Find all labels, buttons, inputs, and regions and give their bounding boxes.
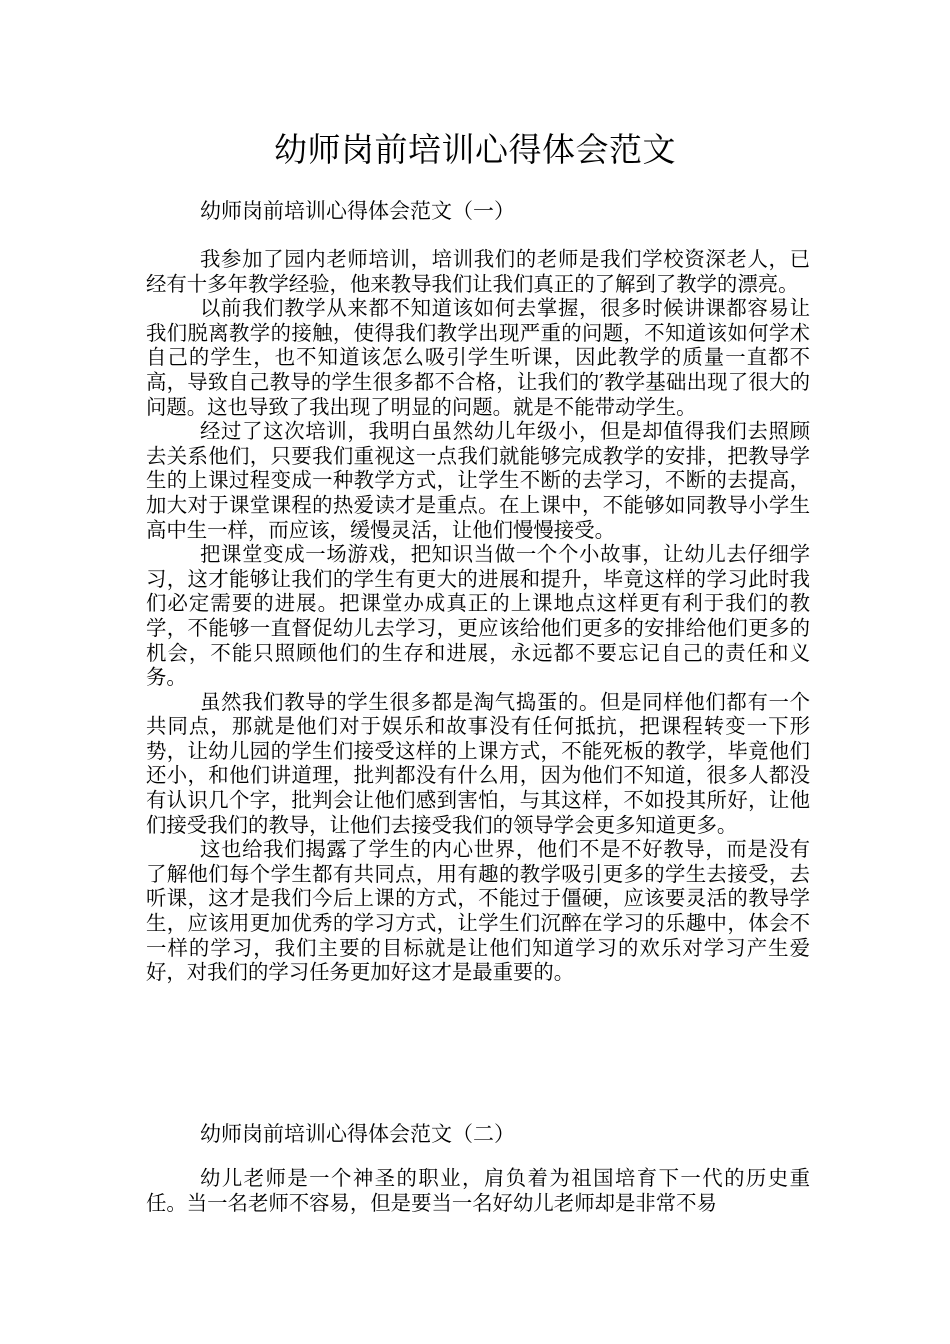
paragraph: 我参加了园内老师培训，培训我们的老师是我们学校资深老人，已经有十多年教学经验，他来教导我们让我们真正的了解到了教学的漂亮。 bbox=[146, 247, 810, 296]
paragraph: 这也给我们揭露了学生的内心世界，他们不是不好教导，而是没有了解他们每个学生都有共同点，用有趣的教学吸引更多的学生去接受，去听课，这才是我们今后上课的方式，不能过于僵硬，应该要灵活的教导学生，应该用更加优秀的学习方式，让学生们沉醉在学习的乐趣中，体会不一样的学习，我们主要的目标就是让他们知道学习的欢乐对学习产生爱好，对我们的学习任务更加好这才是最重要的。 bbox=[146, 837, 810, 985]
paragraph: 幼儿老师是一个神圣的职业，肩负着为祖国培育下一代的历史重任。当一名老师不容易，但是要当一名好幼儿老师却是非常不易 bbox=[146, 1166, 810, 1215]
section-1-body bbox=[146, 247, 810, 985]
paragraph: 虽然我们教导的学生很多都是淘气捣蛋的。但是同样他们都有一个共同点，那就是他们对于娱乐和故事没有任何抵抗，把课程转变一下形势，让幼儿园的学生们接受这样的上课方式，不能死板的教学，毕竟他们还小，和他们讲道理，批判都没有什么用，因为他们不知道，很多人都没有认识几个字，批判会让他们感到害怕，与其这样，不如投其所好，让他们接受我们的教导，让他们去接受我们的领导学会更多知道更多。 bbox=[146, 689, 810, 837]
section-1-heading: 幼师岗前培训心得体会范文（一） bbox=[200, 199, 515, 223]
document-title: 幼师岗前培训心得体会范文 bbox=[274, 130, 676, 169]
paragraph: 经过了这次培训，我明白虽然幼儿年级小，但是却值得我们去照顾去关系他们，只要我们重视这一点我们就能够完成教学的安排，把教导学生的上课过程变成一种教学方式，让学生不断的去学习，不断的去提高，加大对于课堂课程的热爱读才是重点。在上课中，不能够如同教导小学生高中生一样，而应该，缓慢灵活，让他们慢慢接受。 bbox=[146, 419, 810, 542]
section-2-body bbox=[146, 1166, 810, 1215]
paragraph: 以前我们教学从来都不知道该如何去掌握，很多时候讲课都容易让我们脱离教学的接触，使得我们教学出现严重的问题，不知道该如何学术自己的学生，也不知道该怎么吸引学生听课，因此教学的质量一直都不高，导致自己教导的学生很多都不合格，让我们的′教学基础出现了很大的问题。这也导致了我出现了明显的问题。就是不能带动学生。 bbox=[146, 296, 810, 419]
section-2-heading: 幼师岗前培训心得体会范文（二） bbox=[200, 1122, 515, 1146]
paragraph: 把课堂变成一场游戏，把知识当做一个个小故事，让幼儿去仔细学习，这才能够让我们的学生有更大的进展和提升，毕竟这样的学习此时我们必定需要的进展。把课堂办成真正的上课地点这样更有利于我们的教学，不能够一直督促幼儿去学习，更应该给他们更多的安排给他们更多的机会，不能只照顾他们的生存和进展，永远都不要忘记自己的责任和义务。 bbox=[146, 542, 810, 690]
